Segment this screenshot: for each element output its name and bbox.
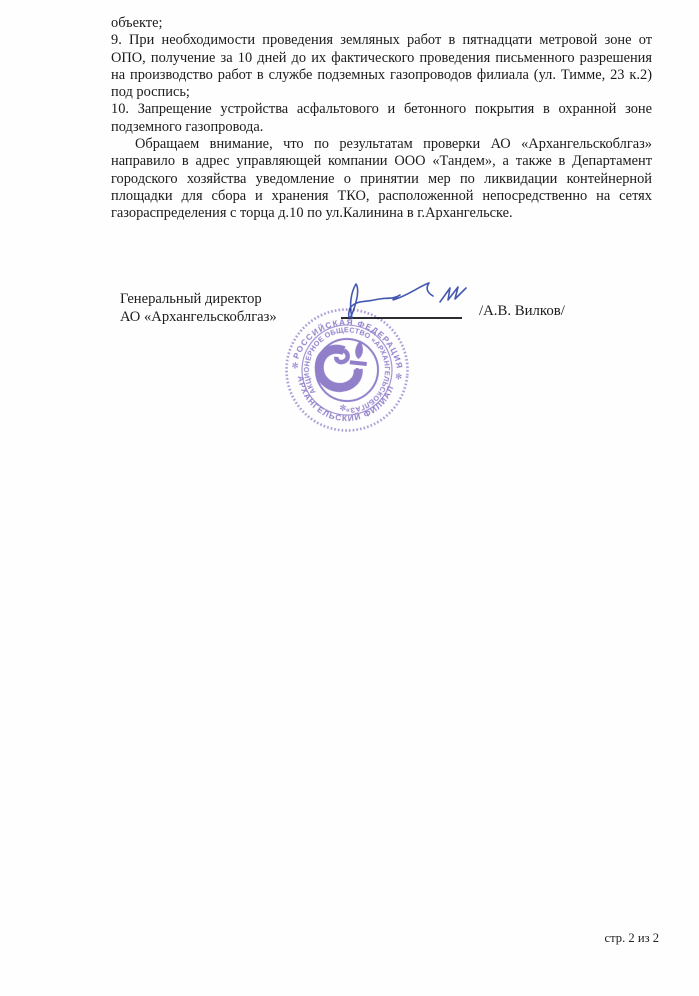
stamp-star-right: ✻ bbox=[394, 371, 403, 382]
stamp-star-left: ✻ bbox=[291, 360, 300, 371]
document-line: ОПО, получение за 10 дней до их фактического проведения письменного разрешения bbox=[111, 49, 652, 66]
body-text bbox=[111, 15, 652, 223]
company-name: АО «Архангельскоблгаз» bbox=[120, 309, 277, 326]
document-line: газораспределения с торца д.10 по ул.Калинина в г.Архангельске. bbox=[111, 205, 513, 222]
stamp-inner-ring-text: АКЦИОНЕРНОЕ ОБЩЕСТВО «АРХАНГЕЛЬСКОБЛГАЗ» bbox=[301, 325, 393, 416]
signatory-title-block bbox=[120, 290, 277, 326]
gas-flame-logo bbox=[317, 336, 369, 390]
document-line: объекте; bbox=[111, 15, 163, 31]
signatory-title: Генеральный директор bbox=[120, 291, 262, 307]
company-stamp bbox=[277, 300, 418, 441]
stamp-outer-text-bottom: АРХАНГЕЛЬСКИЙ ФИЛИАЛ bbox=[295, 375, 396, 424]
document-line: на производство работ в службе подземных газопроводов филиала (ул. Тимме, 23 к.2) bbox=[111, 66, 652, 83]
page-number: стр. 2 из 2 bbox=[604, 931, 659, 945]
signee-name: /А.В. Вилков/ bbox=[479, 303, 565, 319]
document-line: 9. При необходимости проведения земляных работ в пятнадцати метровой зоне от bbox=[111, 32, 652, 49]
document-line: городского хозяйства уведомление о принятии мер по ликвидации контейнерной bbox=[111, 170, 652, 187]
document-line: Обращаем внимание, что по результатам проверки АО «Архангельскоблгаз» bbox=[135, 136, 652, 153]
document-line: подземного газопровода. bbox=[111, 118, 264, 135]
stamp-star-bottom: ✻ bbox=[338, 402, 348, 414]
document-line: площадки для сбора и хранения ТКО, расположенной непосредственно на сетях bbox=[111, 187, 652, 204]
stamp-outer-text-top: РОССИЙСКАЯ ФЕДЕРАЦИЯ bbox=[291, 317, 404, 371]
document-line: 10. Запрещение устройства асфальтового и бетонного покрытия в охранной зоне bbox=[111, 101, 652, 118]
document-line: под роспись; bbox=[111, 84, 190, 101]
document-line: направило в адрес управляющей компании ООО «Тандем», а также в Департамент bbox=[111, 153, 652, 170]
